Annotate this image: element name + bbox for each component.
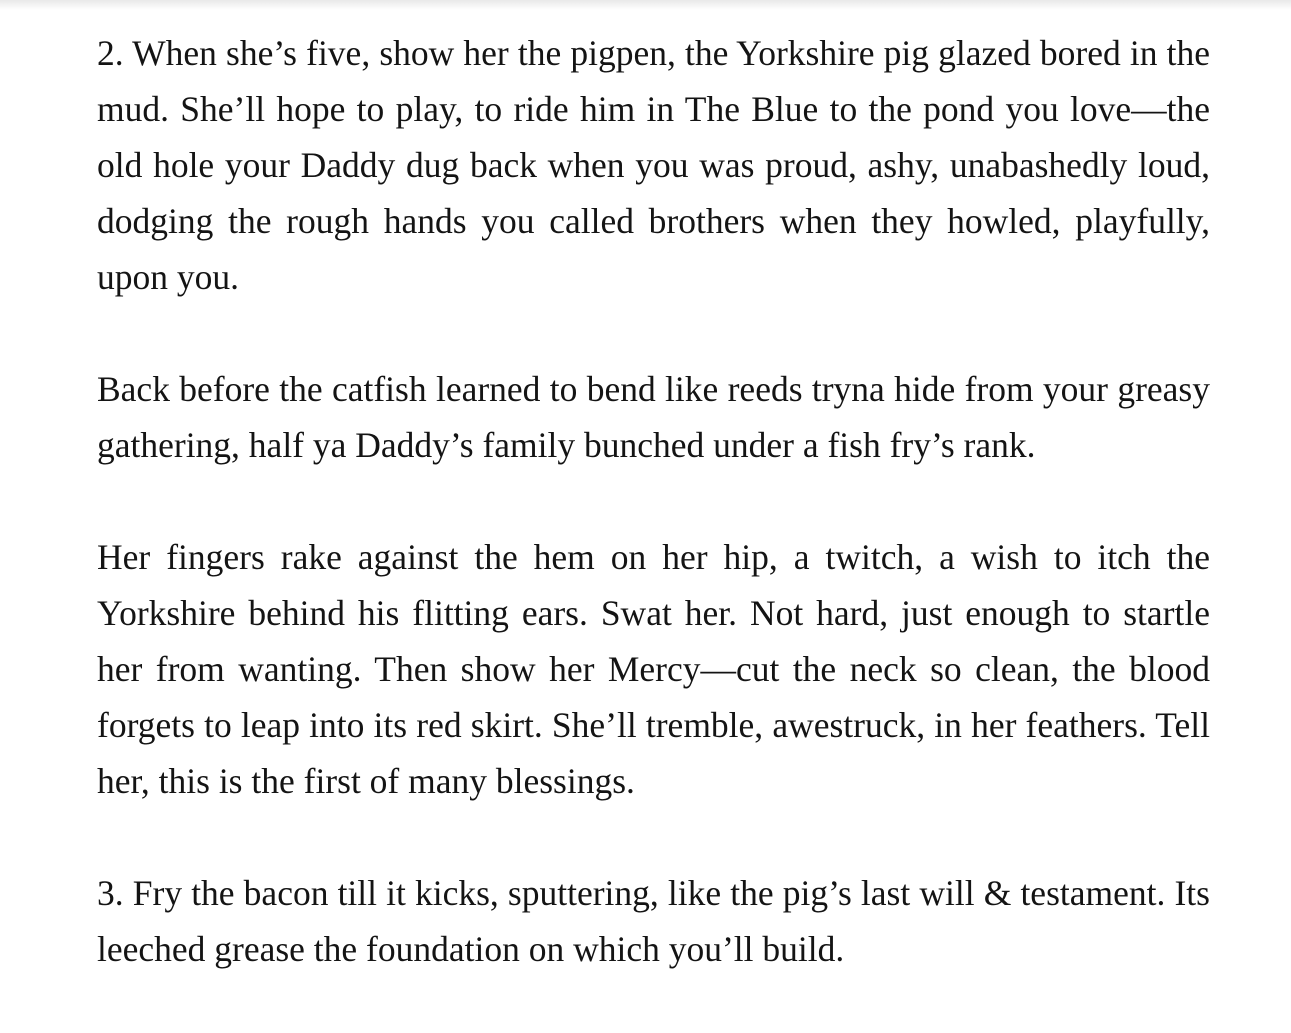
- top-edge-shadow: [0, 0, 1291, 10]
- paragraph-2: Back before the catfish learned to bend like reeds tryna hide from your greasy gathering, half ya Daddy’s family bunched under a fish fry’s rank.: [97, 369, 1210, 465]
- paragraph-1: 2. When she’s five, show her the pigpen, the Yorkshire pig glazed bored in the mud. She’ll hope to play, to ride him in The Blue to the pond you love—the old hole your Daddy dug back when you was proud, ashy, unabashedly loud, dodging the rough hands you called brothers when they howled, playfully, upon you.: [97, 33, 1210, 297]
- body-text: [97, 25, 1210, 977]
- paragraph-3: Her fingers rake against the hem on her hip, a twitch, a wish to itch the Yorkshire behind his flitting ears. Swat her. Not hard, just enough to startle her from wanting. Then show her Mercy—cut the neck so clean, the blood forgets to leap into its red skirt. She’ll tremble, awestruck, in her feathers. Tell her, this is the first of many blessings.: [97, 537, 1210, 801]
- paragraph-4: 3. Fry the bacon till it kicks, sputtering, like the pig’s last will & testament. Its leeched grease the foundation on which you’ll build.: [97, 873, 1210, 969]
